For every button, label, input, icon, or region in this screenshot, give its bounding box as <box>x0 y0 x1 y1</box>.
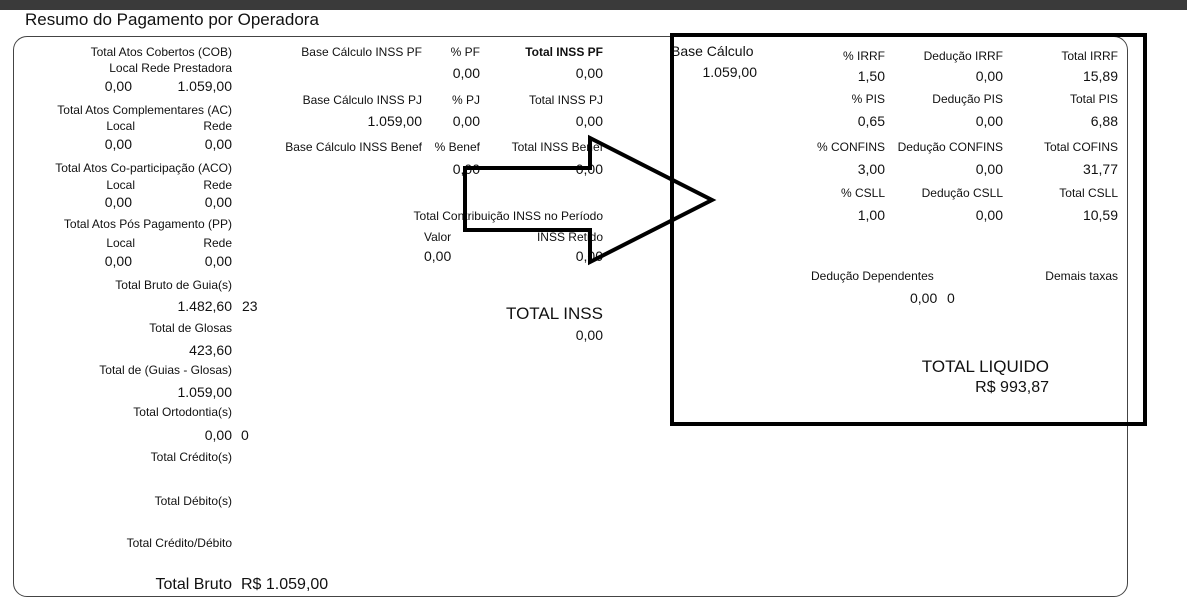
irrf-pct-value: 1,50 <box>857 68 885 84</box>
csll-total-label: Total CSLL <box>1059 186 1118 200</box>
ortodontia-label: Total Ortodontia(s) <box>133 405 232 419</box>
inss-pct-benef-label: % Benef <box>434 140 480 154</box>
aco-local-label: Local <box>106 178 135 192</box>
pis-ded-label: Dedução PIS <box>932 92 1003 106</box>
tax-base-label: Base Cálculo <box>671 43 754 59</box>
inss-pct-benef-value: 0,00 <box>452 161 480 177</box>
tax-base-value: 1.059,00 <box>702 64 757 80</box>
inss-total-benef-label: Total INSS Benef <box>511 140 603 154</box>
inss-total-pj-value: 0,00 <box>575 113 603 129</box>
page-title: Resumo do Pagamento por Operadora <box>25 10 319 29</box>
cob-local-value: 0,00 <box>104 78 132 94</box>
glosas-value: 423,60 <box>189 342 232 358</box>
total-liquido-label: TOTAL LIQUIDO <box>921 357 1049 376</box>
cofins-ded-label: Dedução CONFINS <box>897 140 1003 154</box>
inss-total-benef-value: 0,00 <box>575 161 603 177</box>
inss-valor-label: Valor <box>424 230 452 244</box>
dependentes-value: 0,00 <box>910 290 938 306</box>
pp-local-value: 0,00 <box>104 253 132 269</box>
credito-debito-label: Total Crédito/Débito <box>126 536 232 550</box>
inss-total-pf-value: 0,00 <box>575 65 603 81</box>
top-bar <box>0 0 1187 10</box>
irrf-ded-value: 0,00 <box>975 68 1003 84</box>
inss-pct-pf-label: % PF <box>450 45 480 59</box>
ac-local-value: 0,00 <box>104 136 132 152</box>
ortodontia-count: 0 <box>241 427 249 443</box>
inss-total-pf-label: Total INSS PF <box>525 45 603 59</box>
irrf-pct-label: % IRRF <box>843 49 885 63</box>
aco-rede-label: Rede <box>203 178 232 192</box>
inss-contrib-label: Total Contribuição INSS no Período <box>413 209 603 223</box>
total-bruto-value: R$ 1.059,00 <box>241 576 329 593</box>
ac-rede-value: 0,00 <box>204 136 232 152</box>
total-bruto-label: Total Bruto <box>155 576 232 593</box>
inss-total-pj-label: Total INSS PJ <box>528 93 603 107</box>
pis-ded-value: 0,00 <box>975 113 1003 129</box>
cofins-pct-label: % CONFINS <box>816 140 885 154</box>
csll-pct-value: 1,00 <box>857 207 885 223</box>
inss-retido-label: INSS Retido <box>536 230 603 244</box>
aco-title: Total Atos Co-participação (ACO) <box>55 161 232 175</box>
pis-pct-value: 0,65 <box>857 113 885 129</box>
inss-base-pj-value: 1.059,00 <box>367 113 422 129</box>
cofins-ded-value: 0,00 <box>975 161 1003 177</box>
pis-total-value: 6,88 <box>1090 113 1118 129</box>
ortodontia-value: 0,00 <box>204 427 232 443</box>
dependentes-label: Dedução Dependentes <box>811 269 934 283</box>
irrf-ded-label: Dedução IRRF <box>923 49 1003 63</box>
aco-rede-value: 0,00 <box>204 194 232 210</box>
cob-subtitle: Local Rede Prestadora <box>109 61 232 75</box>
csll-ded-value: 0,00 <box>975 207 1003 223</box>
debito-label: Total Débito(s) <box>154 494 232 508</box>
total-liquido-value: R$ 993,87 <box>975 379 1049 396</box>
irrf-total-value: 15,89 <box>1082 68 1118 84</box>
pis-pct-label: % PIS <box>851 92 885 106</box>
inss-pct-pj-label: % PJ <box>451 93 480 107</box>
pp-rede-value: 0,00 <box>204 253 232 269</box>
aco-local-value: 0,00 <box>104 194 132 210</box>
ac-local-label: Local <box>106 119 135 133</box>
pis-total-label: Total PIS <box>1069 92 1118 106</box>
cofins-total-label: Total COFINS <box>1043 140 1118 154</box>
ac-title: Total Atos Complementares (AC) <box>57 103 232 117</box>
total-inss-value: 0,00 <box>575 327 603 343</box>
bruto-guias-value: 1.482,60 <box>177 298 232 314</box>
total-inss-label: TOTAL INSS <box>506 304 603 323</box>
glosas-label: Total de Glosas <box>149 321 232 335</box>
guias-glosas-value: 1.059,00 <box>177 384 232 400</box>
inss-pct-pf-value: 0,00 <box>452 65 480 81</box>
pp-local-label: Local <box>106 236 135 250</box>
inss-retido-value: 0,00 <box>575 248 603 264</box>
dependentes-count: 0 <box>947 290 955 306</box>
cob-rede-value: 1.059,00 <box>177 78 232 94</box>
irrf-total-label: Total IRRF <box>1061 49 1118 63</box>
inss-pct-pj-value: 0,00 <box>452 113 480 129</box>
inss-base-pj-label: Base Cálculo INSS PJ <box>302 93 422 107</box>
pp-rede-label: Rede <box>203 236 232 250</box>
guias-glosas-label: Total de (Guias - Glosas) <box>99 363 232 377</box>
inss-base-benef-label: Base Cálculo INSS Benef <box>285 140 422 154</box>
inss-base-pf-label: Base Cálculo INSS PF <box>301 45 422 59</box>
demais-taxas-label: Demais taxas <box>1045 269 1118 283</box>
pp-title: Total Atos Pós Pagamento (PP) <box>63 217 232 231</box>
csll-ded-label: Dedução CSLL <box>921 186 1003 200</box>
csll-total-value: 10,59 <box>1082 207 1118 223</box>
csll-pct-label: % CSLL <box>840 186 885 200</box>
cob-title: Total Atos Cobertos (COB) <box>90 45 232 59</box>
bruto-guias-label: Total Bruto de Guia(s) <box>115 278 232 292</box>
ac-rede-label: Rede <box>203 119 232 133</box>
cofins-pct-value: 3,00 <box>857 161 885 177</box>
bruto-guias-count: 23 <box>242 298 258 314</box>
inss-valor-value: 0,00 <box>424 248 452 264</box>
credito-label: Total Crédito(s) <box>150 450 232 464</box>
cofins-total-value: 31,77 <box>1082 161 1118 177</box>
